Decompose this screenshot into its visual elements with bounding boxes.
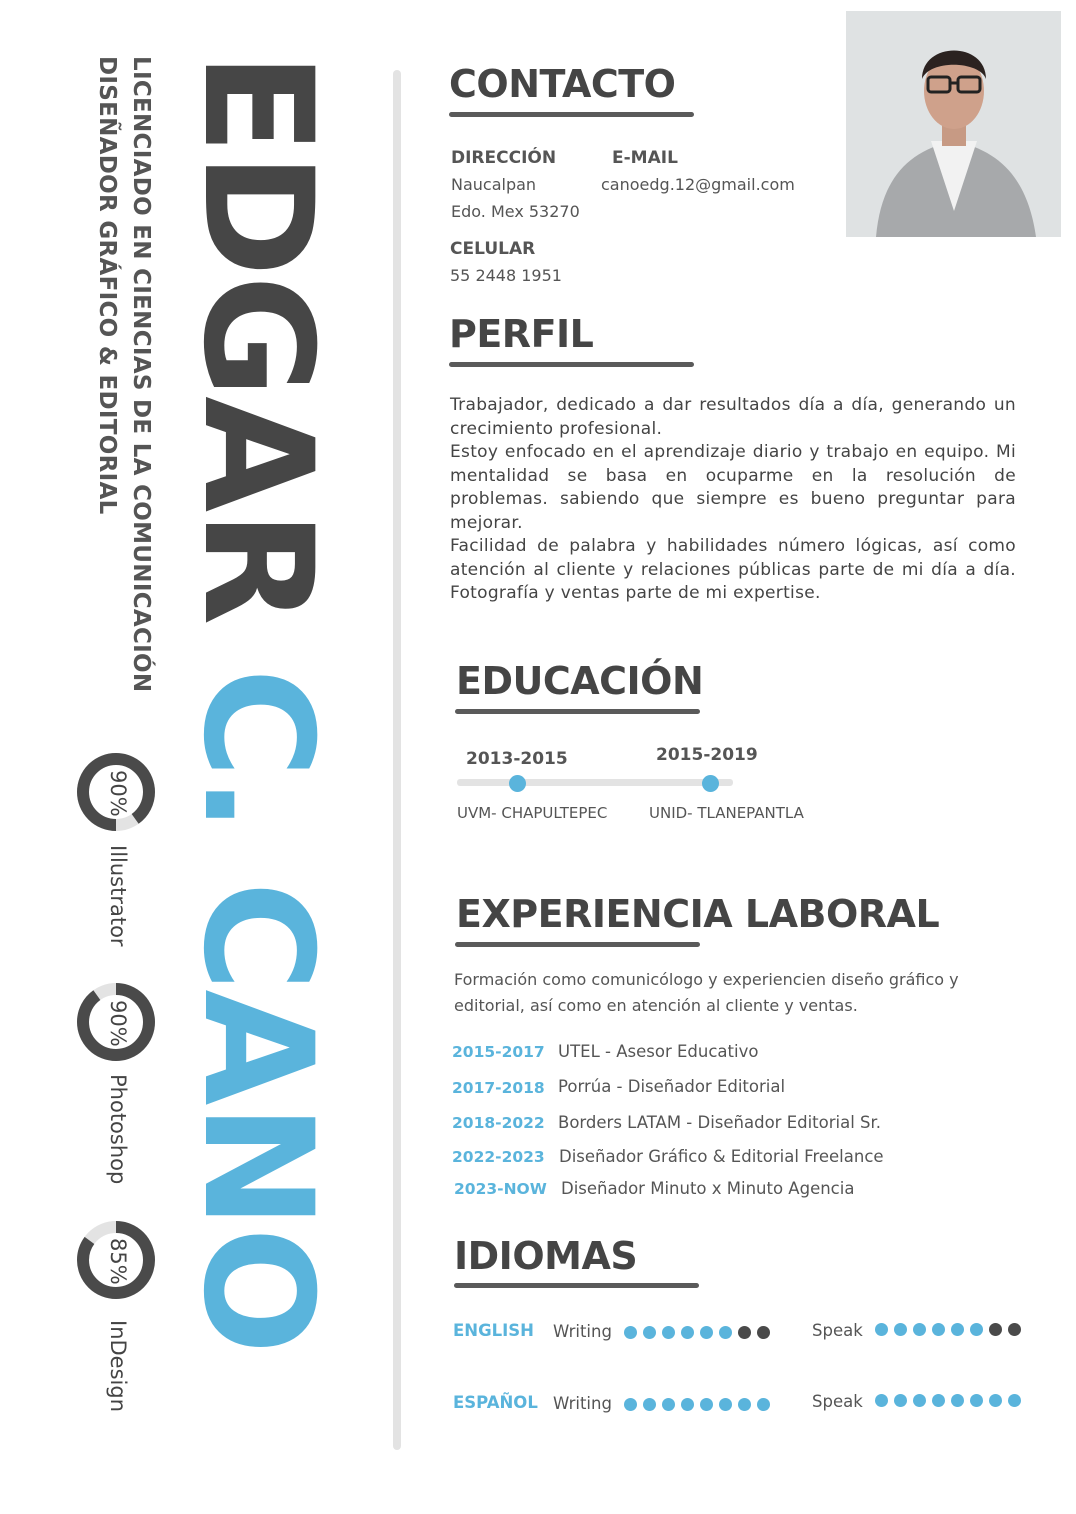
professional-title-2: DISEÑADOR GRÁFICO & EDITORIAL bbox=[94, 56, 120, 515]
skill-percent: 85% bbox=[106, 1238, 130, 1285]
heading-underline bbox=[454, 1283, 699, 1288]
rating-dot bbox=[719, 1326, 732, 1339]
perfil-paragraph: Trabajador, dedicado a dar resultados día a día, generando un crecimiento profesional. bbox=[450, 395, 1016, 439]
edu-school: UNID- TLANEPANTLA bbox=[649, 804, 804, 822]
professional-title-1: LICENCIADO EN CIENCIAS DE LA COMUNICACIÓN bbox=[128, 56, 154, 693]
rating-dot bbox=[932, 1394, 945, 1407]
edu-year: 2015-2019 bbox=[656, 745, 758, 765]
skill-name: InDesign bbox=[106, 1320, 130, 1413]
espanol-speak-dots bbox=[875, 1394, 1021, 1407]
email-value[interactable]: canoedg.12@gmail.com bbox=[601, 175, 795, 194]
rating-dot bbox=[662, 1326, 675, 1339]
exp-year: 2022-2023 bbox=[452, 1148, 545, 1166]
rating-dot bbox=[970, 1394, 983, 1407]
heading-underline bbox=[455, 709, 700, 714]
idiomas-heading: IDIOMAS bbox=[454, 1234, 638, 1278]
rating-dot bbox=[681, 1326, 694, 1339]
divider-line bbox=[393, 70, 401, 1450]
celular-label: CELULAR bbox=[450, 239, 536, 259]
name-first: EDGAR bbox=[170, 52, 344, 624]
exp-year: 2018-2022 bbox=[452, 1114, 545, 1132]
rating-dot bbox=[913, 1323, 926, 1336]
exp-role: Diseñador Minuto x Minuto Agencia bbox=[561, 1179, 855, 1198]
exp-year: 2023-NOW bbox=[454, 1180, 547, 1198]
speak-label: Speak bbox=[812, 1321, 863, 1340]
timeline-dot bbox=[702, 775, 719, 792]
skill-name: Photoshop bbox=[106, 1074, 130, 1185]
contacto-heading: CONTACTO bbox=[449, 62, 676, 106]
rating-dot bbox=[989, 1394, 1002, 1407]
edu-year: 2013-2015 bbox=[466, 749, 568, 769]
rating-dot bbox=[989, 1323, 1002, 1336]
rating-dot bbox=[738, 1398, 751, 1411]
rating-dot bbox=[951, 1323, 964, 1336]
edu-school: UVM- CHAPULTEPEC bbox=[457, 804, 608, 822]
rating-dot bbox=[624, 1398, 637, 1411]
direccion-line-2: Edo. Mex 53270 bbox=[451, 202, 580, 221]
rating-dot bbox=[1008, 1323, 1021, 1336]
rating-dot bbox=[738, 1326, 751, 1339]
timeline-dot bbox=[509, 775, 526, 792]
educacion-heading: EDUCACIÓN bbox=[456, 659, 704, 703]
language-name: ENGLISH bbox=[453, 1321, 534, 1340]
rating-dot bbox=[951, 1394, 964, 1407]
heading-underline bbox=[455, 942, 700, 947]
rating-dot bbox=[624, 1326, 637, 1339]
exp-role: UTEL - Asesor Educativo bbox=[558, 1042, 759, 1061]
espanol-writing-dots bbox=[624, 1398, 770, 1411]
rating-dot bbox=[875, 1323, 888, 1336]
heading-underline bbox=[449, 112, 694, 117]
rating-dot bbox=[757, 1326, 770, 1339]
rating-dot bbox=[643, 1398, 656, 1411]
exp-year: 2015-2017 bbox=[452, 1043, 545, 1061]
rating-dot bbox=[970, 1323, 983, 1336]
skill-percent: 90% bbox=[106, 770, 130, 817]
rating-dot bbox=[913, 1394, 926, 1407]
direccion-label: DIRECCIÓN bbox=[451, 148, 557, 168]
speak-label: Speak bbox=[812, 1392, 863, 1411]
experiencia-heading: EXPERIENCIA LABORAL bbox=[456, 892, 940, 936]
rating-dot bbox=[681, 1398, 694, 1411]
rating-dot bbox=[643, 1326, 656, 1339]
english-writing-dots bbox=[624, 1326, 770, 1339]
rating-dot bbox=[1008, 1394, 1021, 1407]
rating-dot bbox=[757, 1398, 770, 1411]
rating-dot bbox=[894, 1323, 907, 1336]
direccion-line-1: Naucalpan bbox=[451, 175, 537, 194]
celular-value: 55 2448 1951 bbox=[450, 266, 562, 285]
person-photo-icon bbox=[846, 11, 1061, 237]
perfil-heading: PERFIL bbox=[449, 312, 594, 356]
heading-underline bbox=[449, 362, 694, 367]
rating-dot bbox=[719, 1398, 732, 1411]
email-label: E-MAIL bbox=[612, 148, 678, 168]
exp-role: Diseñador Gráfico & Editorial Freelance bbox=[559, 1147, 884, 1166]
experiencia-intro: Formación como comunicólogo y experiencien diseño gráfico y editorial, así como en atención al cliente y ventas. bbox=[454, 970, 959, 1015]
rating-dot bbox=[894, 1394, 907, 1407]
rating-dot bbox=[875, 1394, 888, 1407]
rating-dot bbox=[932, 1323, 945, 1336]
education-timeline bbox=[457, 779, 733, 786]
perfil-paragraph: Estoy enfocado en el aprendizaje diario y trabajo en equipo. Mi mentalidad se basa en ocuparme en la resolución de problemas. sabiendo que siempre es bueno preguntar para mejorar. bbox=[450, 442, 1016, 533]
exp-role: Porrúa - Diseñador Editorial bbox=[558, 1077, 786, 1096]
perfil-text bbox=[450, 394, 1016, 606]
skill-percent: 90% bbox=[106, 1000, 130, 1047]
english-speak-dots bbox=[875, 1323, 1021, 1336]
profile-photo bbox=[846, 11, 1061, 237]
writing-label: Writing bbox=[553, 1322, 612, 1341]
language-name: ESPAÑOL bbox=[453, 1393, 538, 1412]
rating-dot bbox=[700, 1326, 713, 1339]
rating-dot bbox=[662, 1398, 675, 1411]
writing-label: Writing bbox=[553, 1394, 612, 1413]
rating-dot bbox=[700, 1398, 713, 1411]
exp-role: Borders LATAM - Diseñador Editorial Sr. bbox=[558, 1113, 882, 1132]
skill-name: Illustrator bbox=[106, 845, 130, 947]
perfil-paragraph: Facilidad de palabra y habilidades número lógicas, así como atención al cliente y relaciones públicas parte de mi día a día. Fotografía y ventas parte de mi expertise. bbox=[450, 536, 1016, 603]
exp-year: 2017-2018 bbox=[452, 1079, 545, 1097]
name-second: C. CANO bbox=[170, 668, 344, 1353]
